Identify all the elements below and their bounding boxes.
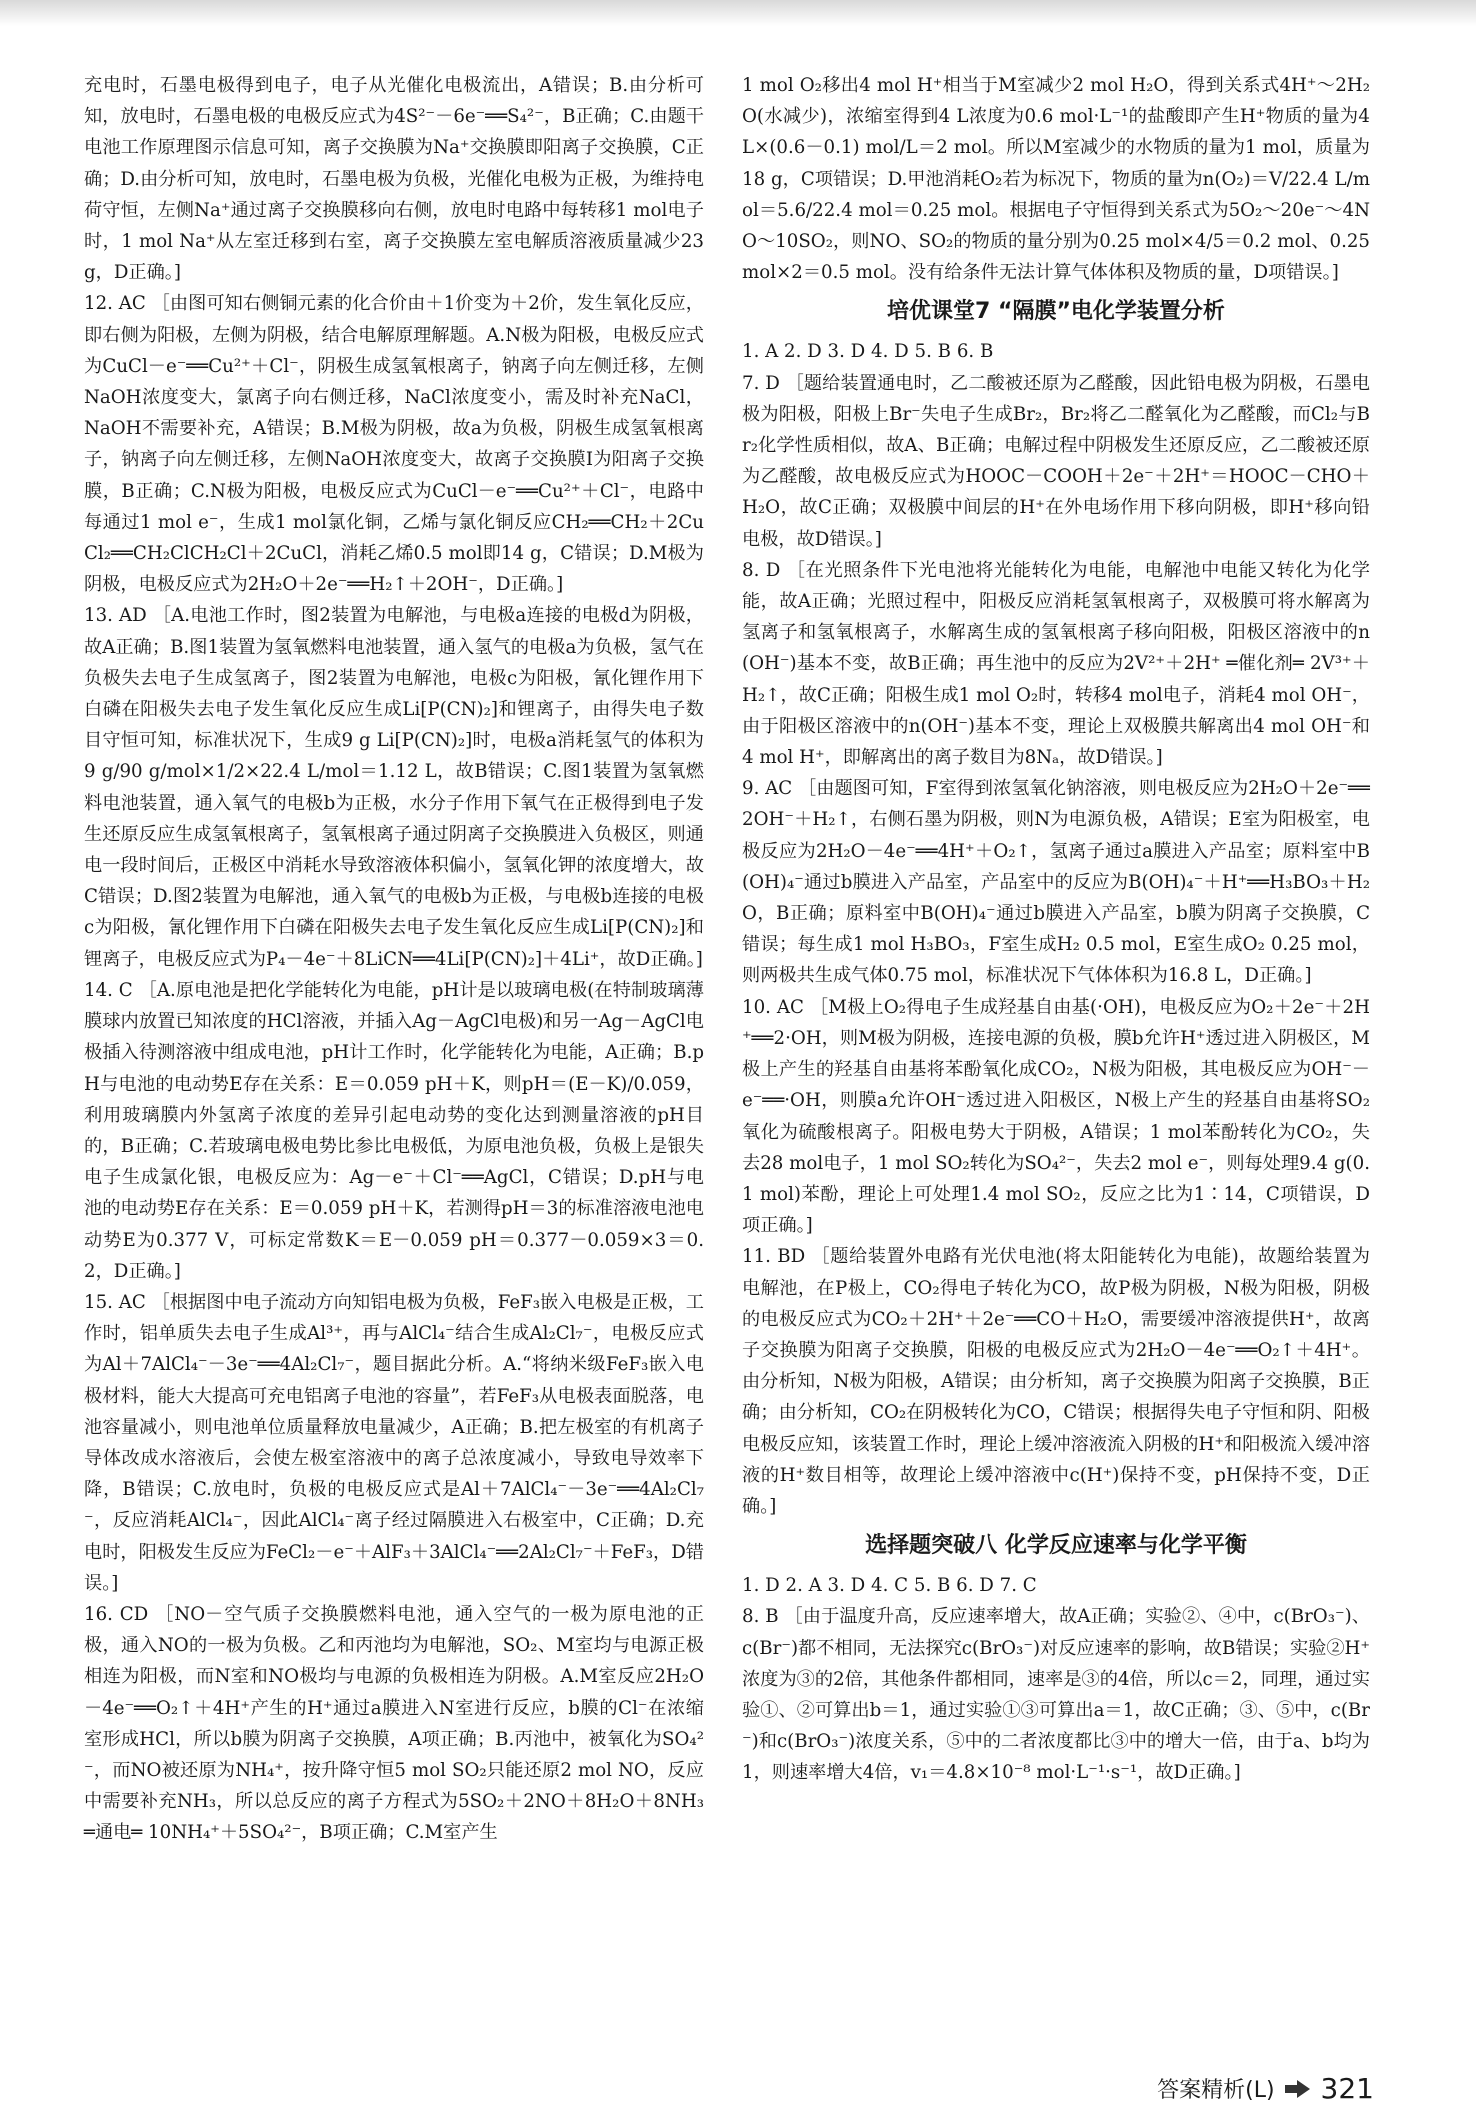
left-column [84, 70, 704, 1849]
answer-item-8b: 8. B ［由于温度升高，反应速率增大，故A正确；实验②、④中，c(BrO₃⁻)、c(Br⁻)都不相同，无法探究c(BrO₃⁻)对反应速率的影响，故B错误；实验②H⁺浓度为③的2倍，其他条件都相同，速率是③的4倍，所以c＝2，同理，通过实验①、②可算出b＝1，通过实验①③可算出a＝1，故C正确；③、⑤中，c(Br⁻)和c(BrO₃⁻)浓度关系，⑤中的二者浓度都比③中的增大一倍，由于a、b均为1，则速率增大4倍，v₁＝4.8×10⁻⁸ mol·L⁻¹·s⁻¹，故D正确。] [742, 1606, 1370, 1784]
top-shade [0, 0, 1476, 26]
answer-key-7: 1. A 2. D 3. D 4. D 5. B 6. B [742, 341, 994, 363]
right-column [742, 70, 1370, 1789]
arrow-right-icon [1285, 2080, 1311, 2098]
answer-item-9: 9. AC ［由题图可知，F室得到浓氢氧化钠溶液，则电极反应为2H₂O＋2e⁻══2OH⁻＋H₂↑，右侧石墨为阴极，则N为电源负极，A错误；E室为阳极室，电极反应为2H₂O－4e⁻══4H⁺＋O₂↑，氢离子通过a膜进入产品室；原料室中B(OH)₄⁻通过b膜进入产品室，产品室中的反应为B(OH)₄⁻＋H⁺══H₃BO₃＋H₂O，B正确；原料室中B(OH)₄⁻通过b膜进入产品室，b膜为阴离子交换膜，C错误；每生成1 mol H₃BO₃，F室生成H₂ 0.5 mol，E室生成O₂ 0.25 mol，则两极共生成气体0.75 mol，标准状况下气体体积为16.8 L，D正确。] [742, 778, 1370, 987]
answer-item: 充电时，石墨电极得到电子，电子从光催化电极流出，A错误；B.由分析可知，放电时，石墨电极的电极反应式为4S²⁻－6e⁻══S₄²⁻，B正确；C.由题干电池工作原理图示信息可知，离子交换膜为Na⁺交换膜即阳离子交换膜，C正确；D.由分析可知，放电时，石墨电极为负极，光催化电极为正极，为维持电荷守恒，左侧Na⁺通过离子交换膜移向右侧，放电时电路中每转移1 mol电子时，1 mol Na⁺从左室迁移到右室，离子交换膜左室电解质溶液质量减少23 g，D正确。] [84, 75, 704, 284]
answer-item-15: 15. AC ［根据图中电子流动方向知铝电极为负极，FeF₃嵌入电极是正极，工作时，铝单质失去电子生成Al³⁺，再与AlCl₄⁻结合生成Al₂Cl₇⁻，电极反应式为Al＋7AlCl₄⁻－3e⁻══4Al₂Cl₇⁻，题目据此分析。A.“将纳米级FeF₃嵌入电极材料，能大大提高可充电铝离子电池的容量”，若FeF₃从电极表面脱落，电池容量减小，则电池单位质量释放电量减少，A正确；B.把左极室的有机离子导体改成水溶液后，会使左极室溶液中的离子总浓度减小，导致电导效率下降，B错误；C.放电时，负极的电极反应式是Al＋7AlCl₄⁻－3e⁻══4Al₂Cl₇⁻，反应消耗AlCl₄⁻，因此AlCl₄⁻离子经过隔膜进入右极室中，C正确；D.充电时，阳极发生反应为FeCl₂－e⁻＋AlF₃＋3AlCl₄⁻══2Al₂Cl₇⁻＋FeF₃，D错误。] [84, 1291, 704, 1594]
answer-item-16-cont: 1 mol O₂移出4 mol H⁺相当于M室减少2 mol H₂O，得到关系式4H⁺～2H₂O(水减少)，浓缩室得到4 L浓度为0.6 mol·L⁻¹的盐酸即产生H⁺物质的量为4 L×(0.6－0.1) mol/L＝2 mol。所以M室减少的水物质的量为1 mol，质量为18 g，C项错误；D.甲池消耗O₂若为标况下，物质的量为n(O₂)＝V/22.4 L/mol＝5.6/22.4 mol＝0.25 mol。根据电子守恒得到关系式为5O₂～20e⁻～4NO～10SO₂，则NO、SO₂的物质的量分别为0.25 mol×4/5＝0.2 mol、0.25 mol×2＝0.5 mol。没有给条件无法计算气体体积及物质的量，D项错误。] [742, 75, 1370, 284]
answer-item-14: 14. C ［A.原电池是把化学能转化为电能，pH计是以玻璃电极(在特制玻璃薄膜球内放置已知浓度的HCl溶液，并插入Ag－AgCl电极)和另一Ag－AgCl电极插入待测溶液中组成电池，pH计工作时，化学能转化为电能，A正确；B.pH与电池的电动势E存在关系：E＝0.059 pH＋K，则pH＝(E－K)/0.059，利用玻璃膜内外氢离子浓度的差异引起电动势的变化达到测量溶液的pH目的，B正确；C.若玻璃电极电势比参比电极低，为原电池负极，负极上是银失电子生成氯化银，电极反应为：Ag－e⁻＋Cl⁻══AgCl，C错误；D.pH与电池的电动势E存在关系：E＝0.059 pH＋K，若测得pH＝3的标准溶液电池电动势E为0.377 V，可标定常数K＝E－0.059 pH＝0.377－0.059×3＝0.2，D正确。] [84, 979, 704, 1282]
answer-item-16: 16. CD ［NO－空气质子交换膜燃料电池，通入空气的一极为原电池的正极，通入NO的一极为负极。乙和丙池均为电解池，SO₂、M室均与电源正极相连为阳极，而N室和NO极均与电源的负极相连为阴极。A.M室反应2H₂O－4e⁻══O₂↑＋4H⁺产生的H⁺通过a膜进入N室进行反应，b膜的Cl⁻在浓缩室形成HCl，所以b膜为阴离子交换膜，A项正确；B.丙池中，被氧化为SO₄²⁻，而NO被还原为NH₄⁺，按升降守恒5 mol SO₂只能还原2 mol NO，反应中需要补充NH₃，所以总反应的离子方程式为5SO₂＋2NO＋8H₂O＋8NH₃ ═通电═ 10NH₄⁺＋5SO₄²⁻，B项正确；C.M室产生 [84, 1603, 704, 1844]
answer-item-7: 7. D ［题给装置通电时，乙二酸被还原为乙醛酸，因此铅电极为阴极，石墨电极为阳极，阳极上Br⁻失电子生成Br₂，Br₂将乙二醛氧化为乙醛酸，而Cl₂与Br₂化学性质相似，故A、B正确；电解过程中阴极发生还原反应，乙二酸被还原为乙醛酸，故电极反应式为HOOC－COOH＋2e⁻＋2H⁺＝HOOC－CHO＋H₂O，故C正确；双极膜中间层的H⁺在外电场作用下移向阴极，即H⁺移向铅电极，故D错误。] [742, 372, 1370, 550]
section-heading-7: 培优课堂7 “隔膜”电化学装置分析 [887, 299, 1225, 325]
answer-item-11: 11. BD ［题给装置外电路有光伏电池(将太阳能转化为电能)，故题给装置为电解池，在P极上，CO₂得电子转化为CO，故P极为阴极，N极为阳极，阴极的电极反应式为CO₂＋2H⁺＋2e⁻══CO＋H₂O，需要缓冲溶液提供H⁺，故离子交换膜为阳离子交换膜，阳极的电极反应式为2H₂O－4e⁻══O₂↑＋4H⁺。由分析知，N极为阳极，A错误；由分析知，离子交换膜为阳离子交换膜，B正确；由分析知，CO₂在阴极转化为CO，C错误；根据得失电子守恒和阴、阳极电极反应知，该装置工作时，理论上缓冲溶液流入阴极的H⁺和阳极流入缓冲溶液的H⁺数目相等，故理论上缓冲溶液中c(H⁺)保持不变，pH保持不变，D正确。] [742, 1246, 1370, 1517]
footer-label: 答案精析(L) [1157, 2078, 1275, 2103]
answer-item-13: 13. AD ［A.电池工作时，图2装置为电解池，与电极a连接的电极d为阴极，故A正确；B.图1装置为氢氧燃料电池装置，通入氢气的电极a为负极，氢气在负极失去电子生成氢离子，图2装置为电解池，电极c为阳极，氰化锂作用下白磷在阳极失去电子发生氧化反应生成Li[P(CN)₂]和锂离子，由得失电子数目守恒可知，标准状况下，生成9 g Li[P(CN)₂]时，电极a消耗氢气的体积为9 g/90 g/mol×1/2×22.4 L/mol＝1.12 L，故B错误；C.图1装置为氢氧燃料电池装置，通入氧气的电极b为正极，水分子作用下氧气在正极得到电子发生还原反应生成氢氧根离子，氢氧根离子通过阴离子交换膜进入负极区，则通电一段时间后，正极区中消耗水导致溶液体积偏小，氢氧化钾的浓度增大，故C错误；D.图2装置为电解池，通入氧气的电极b为正极，与电极b连接的电极c为阳极，氰化锂作用下白磷在阳极失去电子发生氧化反应生成Li[P(CN)₂]和锂离子，电极反应式为P₄－4e⁻＋8LiCN══4Li[P(CN)₂]＋4Li⁺，故D正确。] [84, 605, 704, 970]
answer-item-10: 10. AC ［M极上O₂得电子生成羟基自由基(·OH)，电极反应为O₂＋2e⁻＋2H⁺══2·OH，则M极为阴极，连接电源的负极，膜b允许H⁺透过进入阴极区，M极上产生的羟基自由基将苯酚氧化成CO₂，N极为阳极，其电极反应为OH⁻－e⁻══·OH，则膜a允许OH⁻透过进入阳极区，N极上产生的羟基自由基将SO₂氧化为硫酸根离子。阳极电势大于阴极，A错误；1 mol苯酚转化为CO₂，失去28 mol电子，1 mol SO₂转化为SO₄²⁻，失去2 mol e⁻，则每处理9.4 g(0.1 mol)苯酚，理论上可处理1.4 mol SO₂，反应之比为1∶14，C项错误，D项正确。] [742, 996, 1370, 1237]
answer-key-8: 1. D 2. A 3. D 4. C 5. B 6. D 7. C [742, 1575, 1037, 1597]
section-heading-8: 选择题突破八 化学反应速率与化学平衡 [865, 1533, 1247, 1559]
answer-item-12: 12. AC ［由图可知右侧铜元素的化合价由＋1价变为＋2价，发生氧化反应，即右侧为阳极，左侧为阴极，结合电解原理解题。A.N极为阳极，电极反应式为CuCl－e⁻══Cu²⁺＋Cl⁻，阴极生成氢氧根离子，钠离子向左侧迁移，左侧NaOH浓度变大，氯离子向右侧迁移，NaCl浓度变小，需及时补充NaCl，NaOH不需要补充，A错误；B.M极为阴极，故a为负极，阴极生成氢氧根离子，钠离子向左侧迁移，左侧NaOH浓度变大，故离子交换膜Ⅰ为阳离子交换膜，B正确；C.N极为阳极，电极反应式为CuCl－e⁻══Cu²⁺＋Cl⁻，电路中每通过1 mol e⁻，生成1 mol氯化铜，乙烯与氯化铜反应CH₂══CH₂＋2CuCl₂══CH₂ClCH₂Cl＋2CuCl，消耗乙烯0.5 mol即14 g，C错误；D.M极为阴极，电极反应式为2H₂O＋2e⁻══H₂↑＋2OH⁻，D正确。] [84, 293, 704, 596]
page-number: 321 [1320, 2072, 1374, 2105]
page-footer [1157, 2072, 1374, 2105]
answer-item-8: 8. D ［在光照条件下光电池将光能转化为电能，电解池中电能又转化为化学能，故A正确；光照过程中，阳极反应消耗氢氧根离子，双极膜可将水解离为氢离子和氢氧根离子，水解离生成的氢氧根离子移向阳极，阳极区溶液中的n(OH⁻)基本不变，故B正确；再生池中的反应为2V²⁺＋2H⁺ ═催化剂═ 2V³⁺＋H₂↑，故C正确；阳极生成1 mol O₂时，转移4 mol电子，消耗4 mol OH⁻，由于阳极区溶液中的n(OH⁻)基本不变，理论上双极膜共解离出4 mol OH⁻和4 mol H⁺，即解离出的离子数目为8Nₐ，故D错误。] [742, 559, 1370, 769]
